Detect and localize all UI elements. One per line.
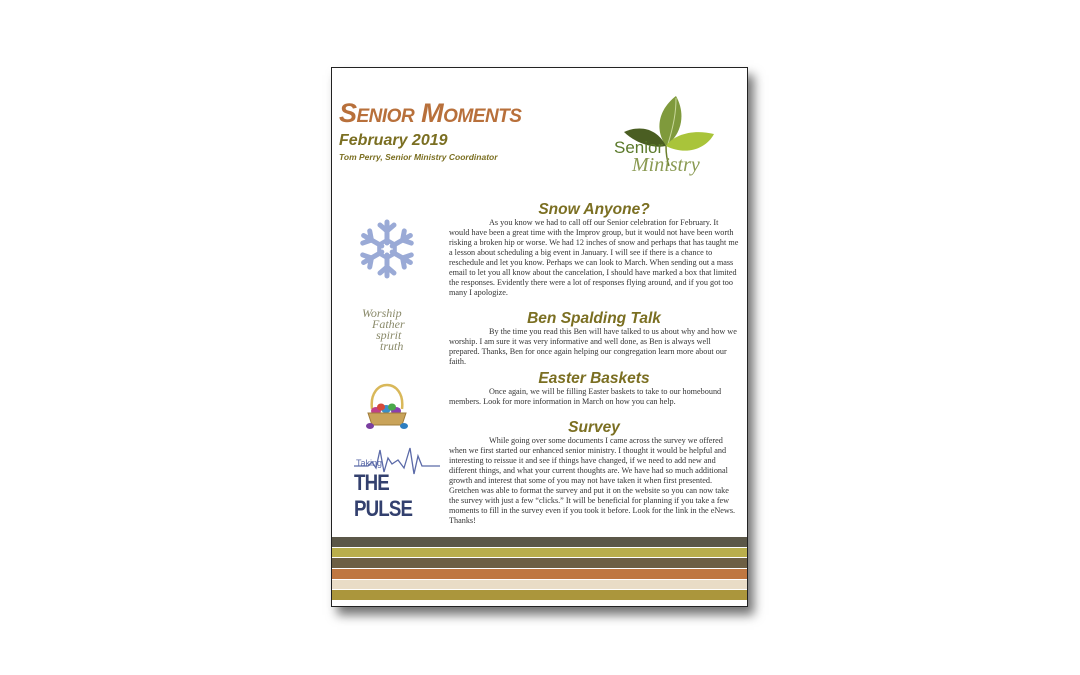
section-ben-spalding-talk xyxy=(449,310,739,367)
section-title: Snow Anyone? xyxy=(538,201,650,218)
stripe-2 xyxy=(332,548,747,559)
logo-text-ministry: Ministry xyxy=(632,154,700,176)
the-pulse-text: THE PULSE xyxy=(354,470,413,521)
newsletter-page xyxy=(331,67,748,607)
truth-text: truth xyxy=(380,339,404,353)
snowflake-icon xyxy=(356,218,418,285)
newsletter-author: Tom Perry, Senior Ministry Coordinator xyxy=(339,152,498,162)
section-easter-baskets xyxy=(449,370,739,407)
stripe-4 xyxy=(332,569,747,580)
worship-text: Worship xyxy=(362,306,402,320)
footer-stripes xyxy=(332,537,747,601)
stripe-1 xyxy=(332,537,747,548)
senior-ministry-logo xyxy=(614,94,724,184)
section-title: Survey xyxy=(568,419,620,436)
stripe-6 xyxy=(332,590,747,601)
spirit-text: spirit xyxy=(376,328,402,342)
pulse-icon xyxy=(354,446,440,521)
section-body: By the time you read this Ben will have talked to us about why and how we worship. I am sure it was very informative and well done, as Ben is always well prepared. Thanks, Ben for once again helping our congregation learn more about our faith. xyxy=(449,327,737,366)
section-title: Easter Baskets xyxy=(538,370,650,387)
section-survey xyxy=(449,419,739,526)
taking-text: Taking xyxy=(356,458,383,468)
worship-script-icon xyxy=(362,308,422,352)
newsletter-date: February 2019 xyxy=(339,132,448,149)
easter-basket-icon xyxy=(362,373,412,436)
logo-text-senior: Senior xyxy=(614,138,664,157)
section-body: Once again, we will be filling Easter baskets to take to our homebound members. Look for more information in March on how you can help. xyxy=(449,387,722,406)
stripe-5 xyxy=(332,580,747,591)
newsletter-title: Senior Moments xyxy=(339,98,522,128)
stripe-3 xyxy=(332,558,747,569)
father-text: Father xyxy=(372,317,405,331)
section-title: Ben Spalding Talk xyxy=(527,310,661,327)
section-snow-anyone xyxy=(449,201,739,298)
section-body: While going over some documents I came across the survey we offered when we first started our enhanced senior ministry. I thought it would be helpful and interesting to reissue it and see if things have changed, if we need to add new and different things, and what your current thoughts are. We have had so much additional growth and interest that some of you may not have taken it when first presented. Gretchen was able to format the survey and put it on the website so you can now take the survey with just a few “clicks.” It will be beneficial for planning if you take a few moments to fill in the survey even if you took it before. Look for the link in the eNews. Thanks! xyxy=(449,436,736,525)
section-body: As you know we had to call off our Senior celebration for February. It would have been a great time with the Improv group, but it would not have been worth risking a broken hip or worse. We had 12 inches of snow and perhaps that has taught me a lesson about scheduling a big event in January. I will see if there is a chance to reschedule and let you know. Perhaps we can look to March. When sending out a mass email to let you all know about the cancelation, I should have marked a box that limited the responses. Evidently there were a lot of responses flying around, and if you got too many I apologize. xyxy=(449,218,739,297)
